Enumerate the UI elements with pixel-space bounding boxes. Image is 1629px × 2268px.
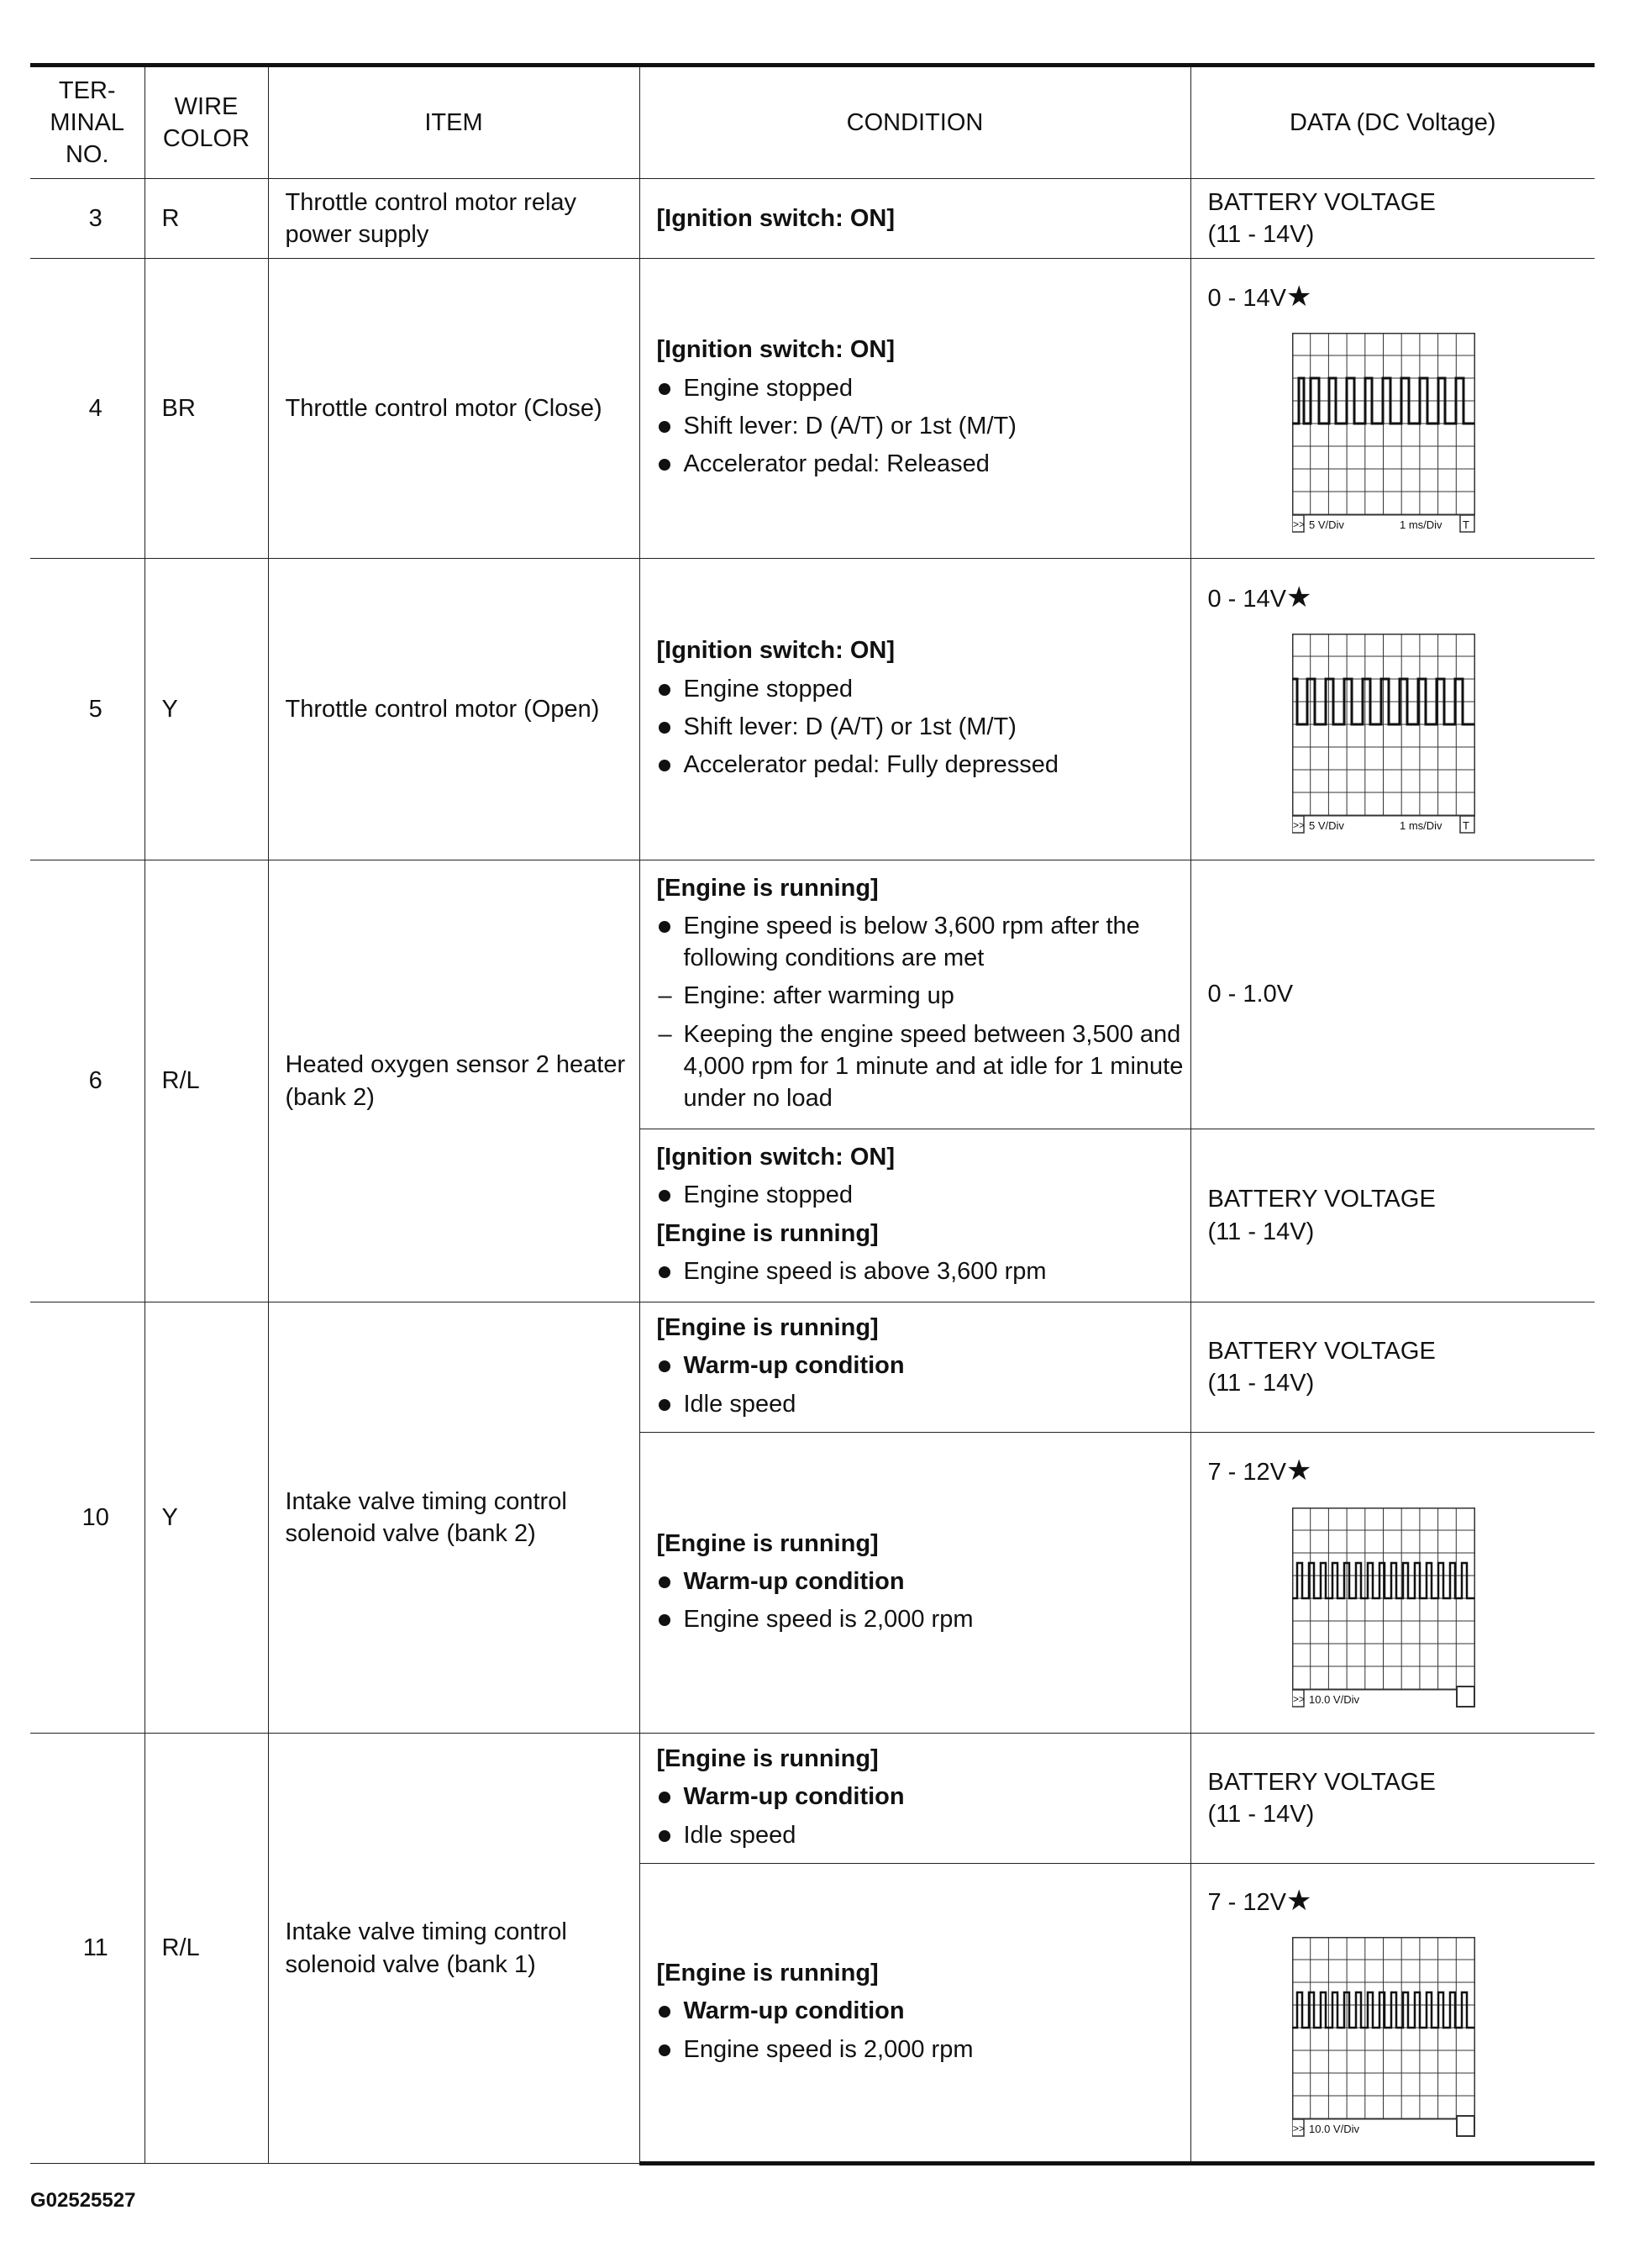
data-value: (11 - 14V) [1207, 221, 1315, 248]
data-cell [1190, 1734, 1595, 1864]
oscilloscope-waveform [1292, 1937, 1475, 2139]
figure-code: G02525527 [30, 2189, 136, 2212]
condition-title: [Engine is running] [656, 1314, 879, 1342]
condition-item: Accelerator pedal: Fully depressed [657, 749, 1190, 781]
data-cell [1190, 860, 1595, 1129]
star-icon: ★ [1286, 581, 1312, 613]
star-icon: ★ [1286, 280, 1312, 313]
condition-list [657, 372, 1190, 481]
condition-item: Idle speed [657, 1819, 1190, 1851]
oscilloscope-waveform [1292, 333, 1475, 534]
table-row [30, 259, 1595, 559]
condition-cell [639, 1129, 1190, 1302]
condition-list [657, 1179, 1190, 1211]
condition-title: [Ignition switch: ON] [656, 1143, 896, 1171]
data-cell [1190, 259, 1595, 559]
condition-item: Engine speed is below 3,600 rpm after the following conditions are met [657, 910, 1190, 975]
data-value: (11 - 14V) [1207, 1801, 1315, 1828]
scope-volt-scale: 10.0 V/Div [1308, 2123, 1359, 2136]
scope-volt-scale: 10.0 V/Div [1308, 1692, 1359, 1706]
header-wire-line: WIRE [174, 92, 239, 120]
scope-time-scale: 1 ms/Div [1399, 819, 1442, 833]
condition-list [657, 910, 1190, 1115]
data-cell [1190, 1302, 1595, 1433]
data-cell [1190, 1864, 1595, 2164]
data-value: BATTERY VOLTAGE [1207, 1186, 1436, 1213]
data-value: (11 - 14V) [1207, 1218, 1315, 1245]
scope-icon: >> [1292, 2123, 1305, 2135]
scope-icon: >> [1292, 518, 1305, 531]
condition-item: Shift lever: D (A/T) or 1st (M/T) [657, 711, 1190, 743]
wire-color: Y [145, 1302, 268, 1734]
scope-time-scale: 1 ms/Div [1399, 518, 1442, 532]
condition-item: Accelerator pedal: Released [657, 448, 1190, 480]
terminal-number: 6 [30, 860, 145, 1302]
header-condition: CONDITION [639, 66, 1190, 179]
scope-icon: >> [1292, 1692, 1305, 1705]
table-row [30, 860, 1595, 1129]
condition-subitem: – Engine: after warming up [657, 980, 1190, 1012]
condition-list [657, 1995, 1190, 2065]
data-value: 0 - 1.0V [1207, 981, 1294, 1008]
scope-volt-scale: 5 V/Div [1308, 819, 1344, 833]
data-cell [1190, 559, 1595, 860]
condition-item: Idle speed [657, 1388, 1190, 1420]
condition-cell [639, 1302, 1190, 1433]
table-row [30, 559, 1595, 860]
condition-list [657, 1350, 1190, 1420]
condition-title: [Engine is running] [656, 1745, 879, 1773]
condition-item: Warm-up condition [657, 1565, 1190, 1597]
condition-cell [639, 259, 1190, 559]
condition-title: [Ignition switch: ON] [656, 204, 896, 232]
star-icon: ★ [1286, 1455, 1312, 1487]
wire-color: R/L [145, 1734, 268, 2164]
condition-list [657, 1255, 1190, 1287]
table-row [30, 1734, 1595, 1864]
header-wire-line: COLOR [162, 125, 250, 152]
item-description: Throttle control motor relay power supply [268, 179, 639, 259]
table-header-row [30, 66, 1595, 179]
table-row [30, 179, 1595, 259]
oscilloscope-waveform [1292, 634, 1475, 835]
terminal-number: 4 [30, 259, 145, 559]
condition-cell [639, 1734, 1190, 1864]
condition-title: [Ignition switch: ON] [656, 637, 896, 665]
condition-item: Engine speed is 2,000 rpm [657, 2034, 1190, 2065]
data-value: BATTERY VOLTAGE [1207, 188, 1436, 216]
condition-list [657, 1565, 1190, 1636]
condition-item: Engine speed is 2,000 rpm [657, 1603, 1190, 1635]
condition-item: Engine stopped [657, 372, 1190, 404]
condition-cell [639, 559, 1190, 860]
condition-item: Warm-up condition [657, 1995, 1190, 2027]
scope-mode: T [1462, 518, 1469, 532]
item-description: Throttle control motor (Close) [268, 259, 639, 559]
data-value: 0 - 14V [1207, 284, 1286, 312]
item-description: Heated oxygen sensor 2 heater (bank 2) [268, 860, 639, 1302]
scope-volt-scale: 5 V/Div [1308, 518, 1344, 532]
data-value: BATTERY VOLTAGE [1207, 1768, 1436, 1796]
condition-list [657, 1781, 1190, 1851]
scope-icon: >> [1292, 819, 1305, 832]
terminal-data-table [30, 63, 1595, 2165]
item-description: Intake valve timing control solenoid valve (bank 2) [268, 1302, 639, 1734]
condition-cell [639, 860, 1190, 1129]
condition-title: [Engine is running] [656, 1960, 879, 1987]
item-description: Throttle control motor (Open) [268, 559, 639, 860]
data-value: 0 - 14V [1207, 585, 1286, 613]
terminal-number: 5 [30, 559, 145, 860]
wire-color: BR [145, 259, 268, 559]
data-value: BATTERY VOLTAGE [1207, 1337, 1436, 1365]
condition-cell [639, 179, 1190, 259]
condition-item: Engine stopped [657, 1179, 1190, 1211]
condition-subitem: – Keeping the engine speed between 3,500 and 4,000 rpm for 1 minute and at idle for 1 minute under no load [657, 1018, 1190, 1115]
item-description: Intake valve timing control solenoid valve (bank 1) [268, 1734, 639, 2164]
header-terminal-line: MINAL [50, 108, 125, 136]
oscilloscope-waveform [1292, 1508, 1475, 1709]
condition-item: Engine speed is above 3,600 rpm [657, 1255, 1190, 1287]
data-value: 7 - 12V [1207, 1459, 1286, 1487]
condition-item: Warm-up condition [657, 1350, 1190, 1381]
data-value: (11 - 14V) [1207, 1370, 1315, 1397]
header-terminal-no [30, 66, 145, 179]
terminal-number: 10 [30, 1302, 145, 1734]
data-cell [1190, 179, 1595, 259]
header-terminal-line: NO. [65, 141, 109, 169]
star-icon: ★ [1286, 1884, 1312, 1917]
wire-color: R/L [145, 860, 268, 1302]
wire-color: R [145, 179, 268, 259]
condition-title: [Ignition switch: ON] [656, 336, 896, 364]
condition-item: Warm-up condition [657, 1781, 1190, 1813]
table-row [30, 1302, 1595, 1433]
header-terminal-line: TER- [58, 76, 116, 104]
condition-item: Engine stopped [657, 673, 1190, 705]
scope-mode: T [1462, 819, 1469, 833]
condition-item: Shift lever: D (A/T) or 1st (M/T) [657, 410, 1190, 442]
terminal-number: 11 [30, 1734, 145, 2164]
condition-title: [Engine is running] [656, 1529, 879, 1557]
condition-title: [Engine is running] [656, 874, 879, 902]
wire-color: Y [145, 559, 268, 860]
header-data: DATA (DC Voltage) [1190, 66, 1595, 179]
condition-cell [639, 1864, 1190, 2164]
terminal-number: 3 [30, 179, 145, 259]
condition-title: [Engine is running] [656, 1219, 879, 1247]
data-cell [1190, 1129, 1595, 1302]
data-value: 7 - 12V [1207, 1888, 1286, 1916]
condition-list [657, 673, 1190, 781]
data-cell [1190, 1433, 1595, 1734]
header-wire-color [145, 66, 268, 179]
condition-cell [639, 1433, 1190, 1734]
header-item: ITEM [268, 66, 639, 179]
